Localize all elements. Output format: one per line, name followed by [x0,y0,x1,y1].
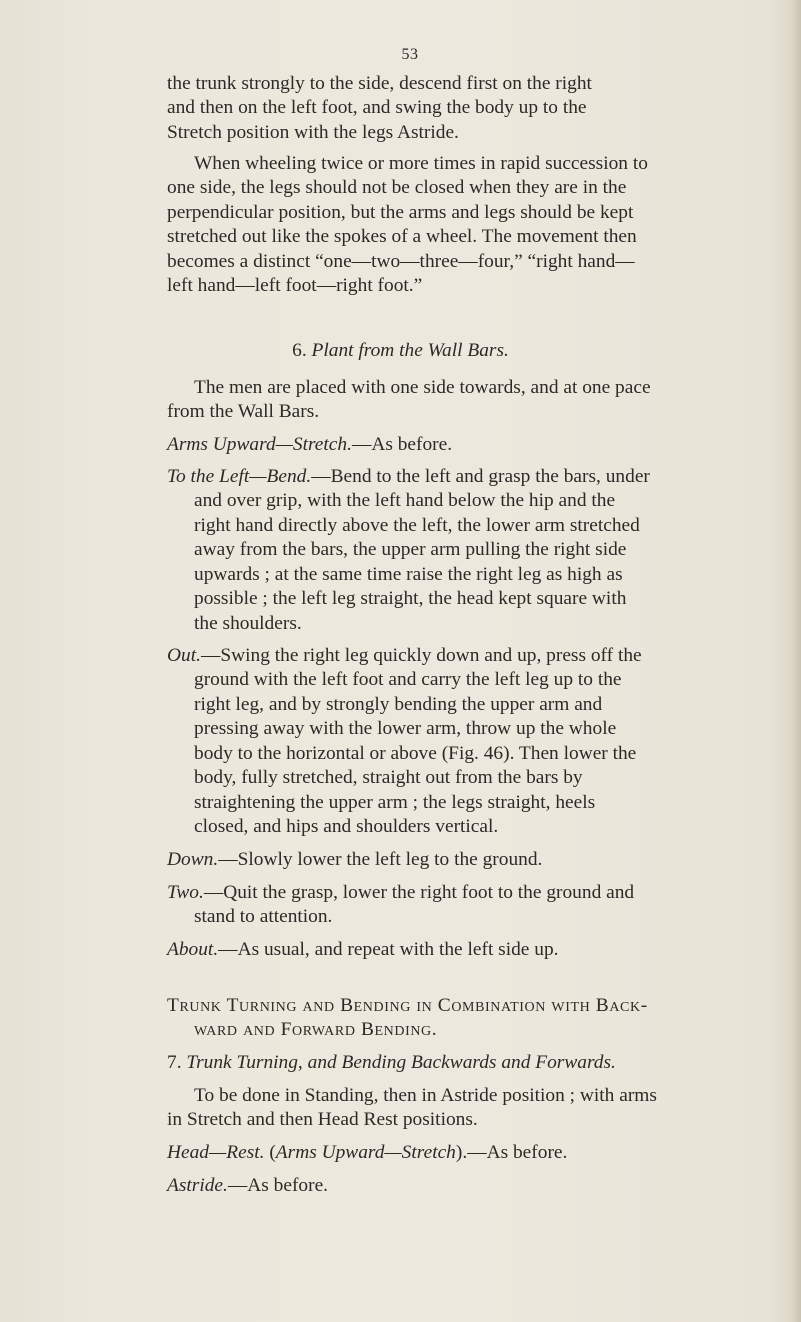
section-heading [0,341,801,360]
command-word: Down. [167,849,219,870]
command-text: —Quit the grasp, lower the right foot to the ground and [203,882,635,903]
command-line [167,435,452,454]
subheading-line: ward and Forward Bending. [194,1019,438,1040]
command-line [167,940,559,959]
text-line: When wheeling twice or more times in rapid succession to [194,153,648,174]
command-text: —As before. [351,434,453,455]
text-line: stand to attention. [194,906,333,927]
text-line: right leg, and by strongly bending the upper arm and [194,694,603,715]
command-paren-open: ( [264,1142,276,1163]
command-word: Out. [167,645,201,666]
command-text: —As before. [467,1142,568,1163]
command-word: Arms Upward—Stretch. [167,434,352,455]
text-line: straightening the upper arm ; the legs straight, heels [194,792,596,813]
text-line: To be done in Standing, then in Astride position ; with arms [194,1085,657,1106]
text-line: pressing away with the lower arm, throw up the whole [194,718,617,739]
command-paren-close: ). [455,1142,468,1163]
subheading-line: Trunk Turning and Bending in Combination with Back- [167,995,648,1016]
command-text: —Swing the right leg quickly down and up, press off the [200,645,642,666]
text-line: the shoulders. [194,613,302,634]
command-word: Two. [167,882,204,903]
command-line [167,1143,567,1162]
command-text: —Slowly lower the left leg to the ground. [218,849,543,870]
page-number: 53 [401,46,419,63]
section-heading [167,1053,616,1072]
text-line: one side, the legs should not be closed when they are in the [167,177,627,198]
text-line: and then on the left foot, and swing the body up to the [167,97,587,118]
command-line [167,850,542,869]
text-line: possible ; the left leg straight, the head kept square with [194,588,627,609]
text-line: the trunk strongly to the side, descend first on the right [167,73,592,94]
text-line: stretched out like the spokes of a wheel. The movement then [167,226,637,247]
text-line: The men are placed with one side towards, and at one pace [194,377,651,398]
text-line: away from the bars, the upper arm pulling the right side [194,539,627,560]
command-word: Head—Rest. [167,1142,265,1163]
command-text: —As usual, and repeat with the left side up. [218,939,559,960]
text-line: closed, and hips and shoulders vertical. [194,816,499,837]
text-line: becomes a distinct “one—two—three—four,” “right hand— [167,251,635,272]
text-line: in Stretch and then Head Rest positions. [167,1109,478,1130]
command-word: About. [167,939,219,960]
text-line: Stretch position with the legs Astride. [167,122,459,143]
command-word: To the Left—Bend. [167,466,312,487]
text-line: body to the horizontal or above (Fig. 46). Then lower the [194,743,637,764]
command-line [167,646,642,665]
command-text: —Bend to the left and grasp the bars, under [311,466,650,487]
command-word: Arms Upward—Stretch [275,1142,456,1163]
text-line: body, fully stretched, straight out from the bars by [194,767,583,788]
text-line: perpendicular position, but the arms and legs should be kept [167,202,634,223]
command-line [167,1176,328,1195]
command-word: Astride. [167,1175,228,1196]
section-number: 6. [292,340,312,361]
text-line: left hand—left foot—right foot.” [167,275,423,296]
text-line: from the Wall Bars. [167,401,320,422]
command-line [167,467,650,486]
text-line: and over grip, with the left hand below the hip and the [194,490,616,511]
command-line [167,883,634,902]
text-line: ground with the left foot and carry the left leg up to the [194,669,622,690]
text-line: upwards ; at the same time raise the right leg as high as [194,564,623,585]
text-line: right hand directly above the left, the lower arm stretched [194,515,640,536]
section-number: 7. [167,1052,187,1073]
command-text: —As before. [227,1175,329,1196]
section-title: Plant from the Wall Bars. [311,340,509,361]
section-title: Trunk Turning, and Bending Backwards and Forwards. [186,1052,616,1073]
